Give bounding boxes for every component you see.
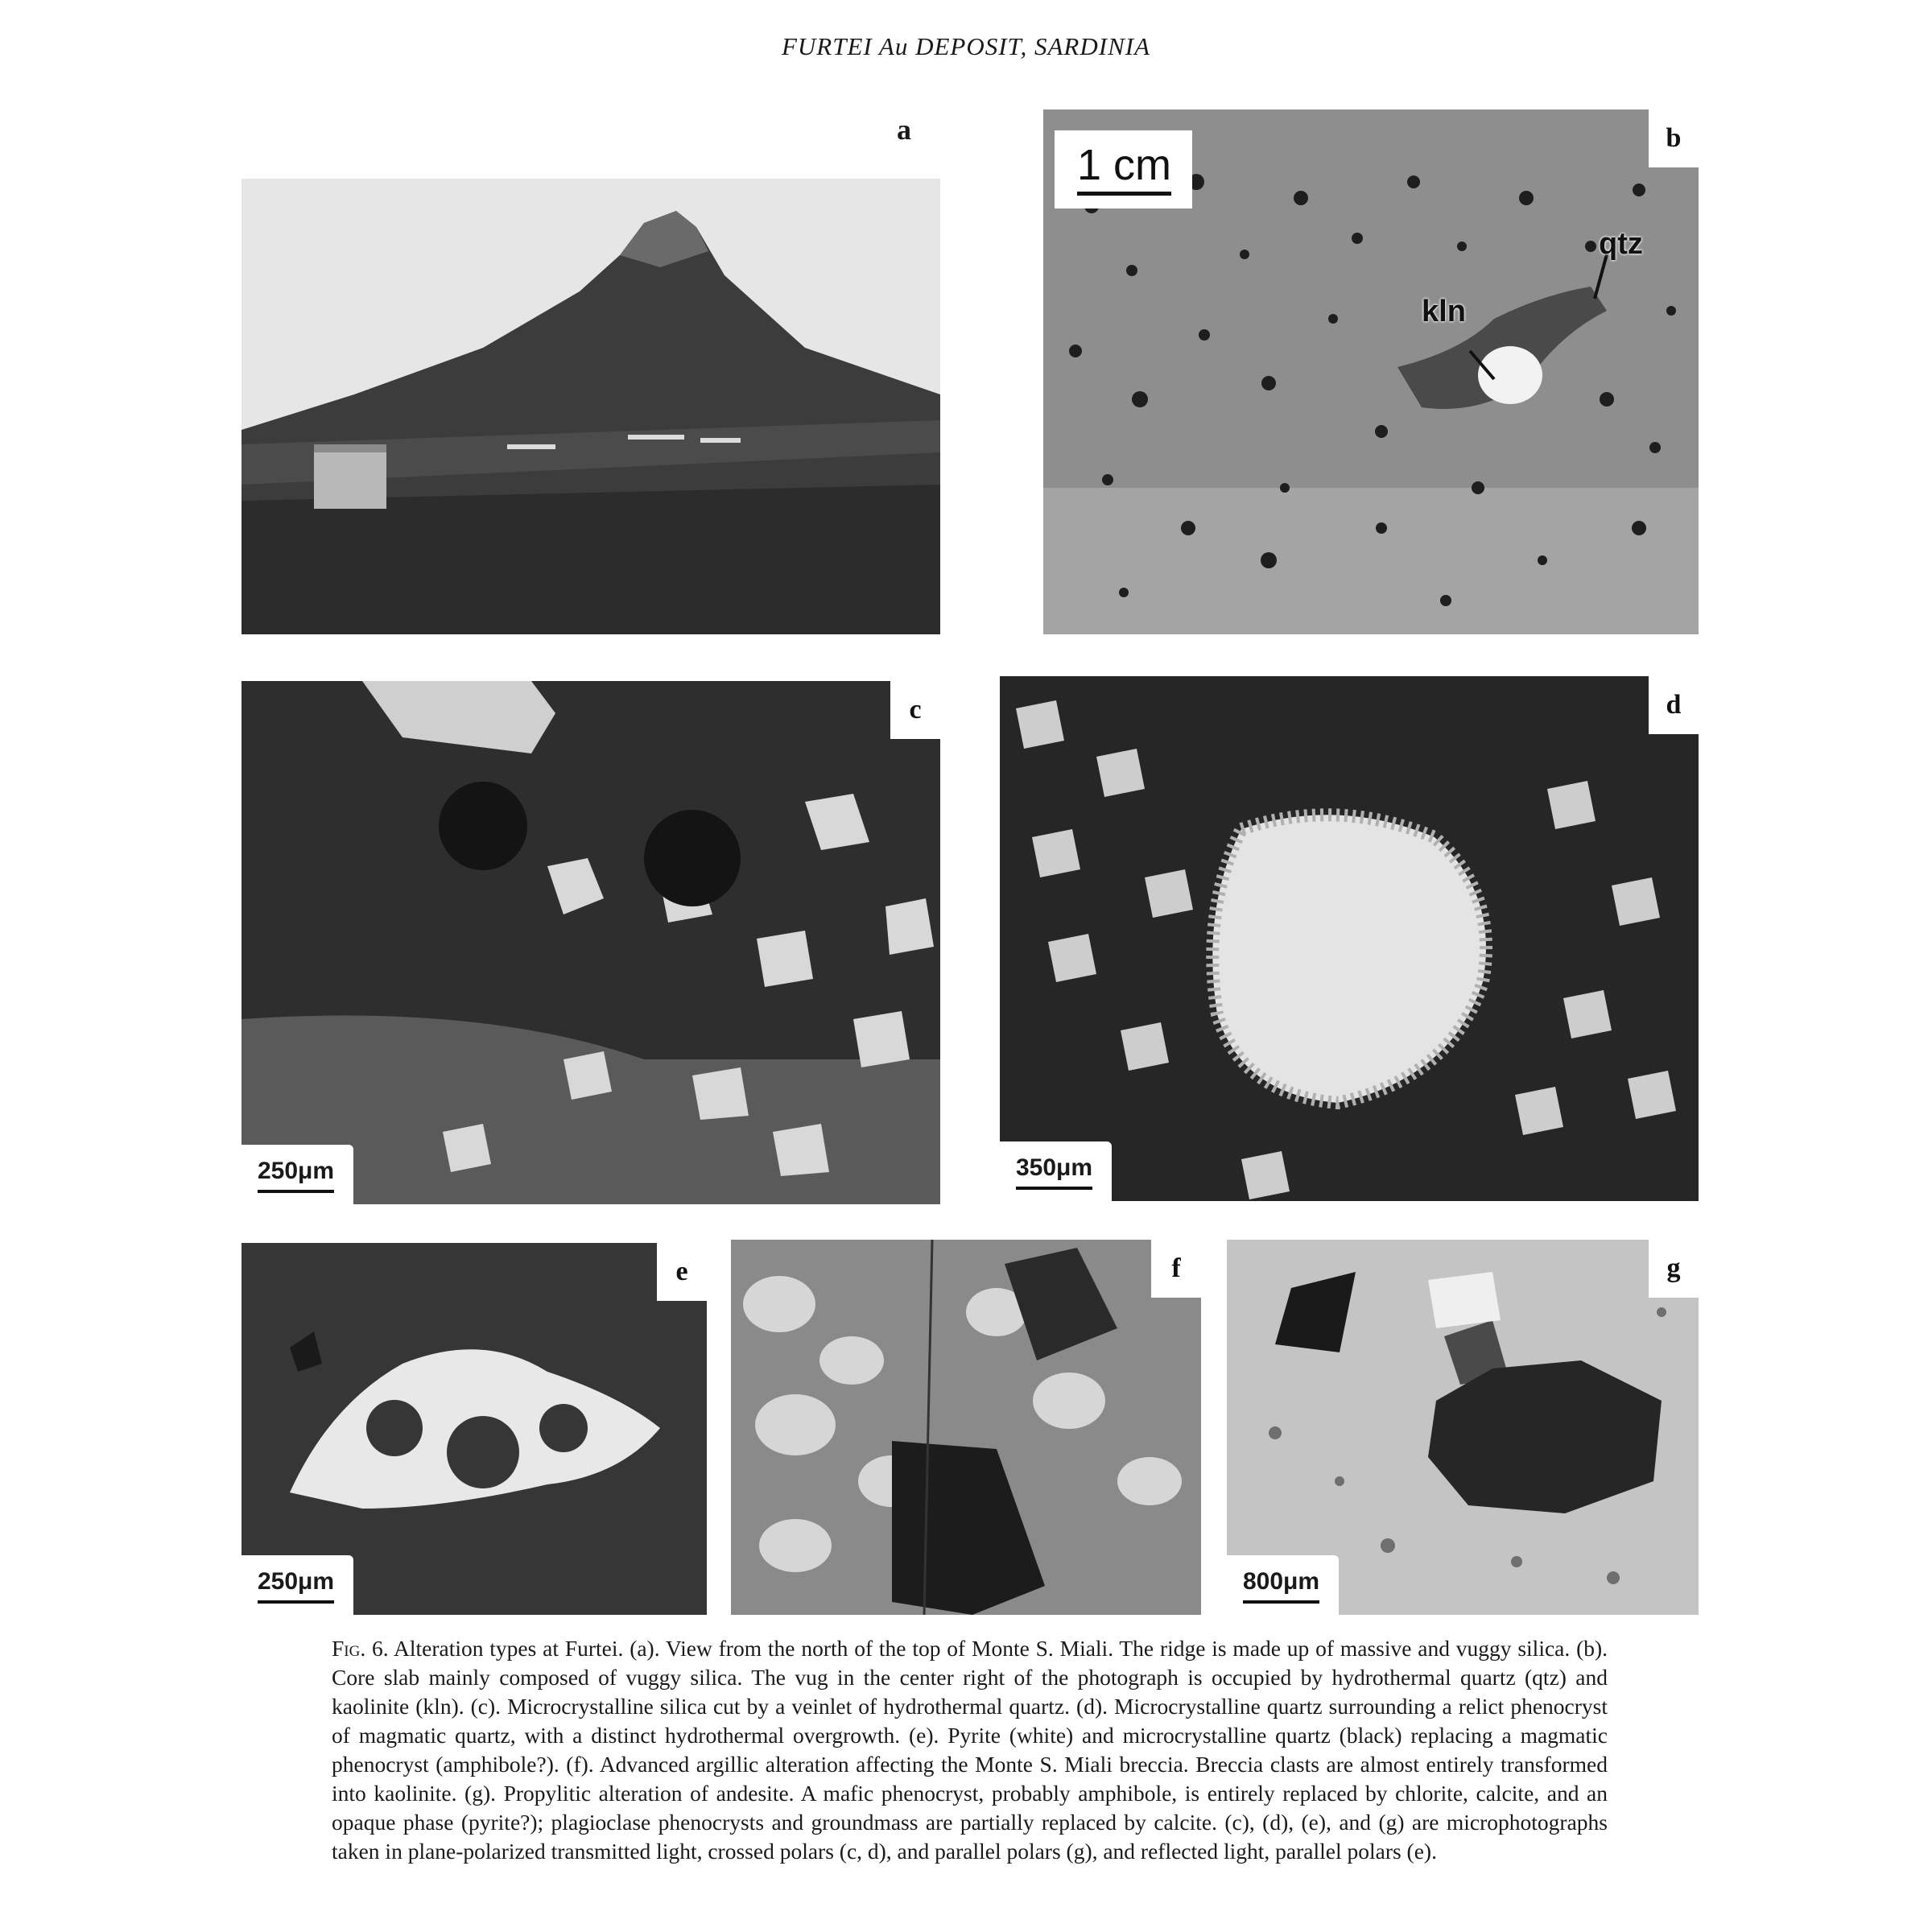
panel-b-letter: b — [1649, 109, 1699, 167]
panel-d-photo — [1000, 676, 1699, 1201]
panel-g-photo — [1227, 1240, 1699, 1615]
panel-d-scale-bar: 350μm — [1000, 1141, 1112, 1201]
running-head: FURTEI Au DEPOSIT, SARDINIA — [781, 32, 1151, 60]
caption-text: Alteration types at Furtei. (a). View from the north of the top of Monte S. Miali. The ridge is made up of massive and vuggy silica. (b). Core slab mainly composed of vuggy silica. The vug in the center right of the photograph is occupied by hydrothermal quartz (qtz) and kaolinite (kln). (c). Microcrystalline silica cut by a veinlet of hydrothermal quartz. (d). Microcrystalline quartz surrounding a relict phenocryst of magmatic quartz, with a distinct hydrothermal overgrowth. (e). Pyrite (white) and microcrystalline quartz (black) replacing a magmatic phenocryst (amphibole?). (f). Advanced argillic alteration affecting the Monte S. Miali breccia. Breccia clasts are almost entirely transformed into kaolinite. (g). Propylitic alteration of andesite. A mafic phenocryst, probably amphibole, is entirely replaced by chlorite, calcite, and an opaque phase (pyrite?); plagioclase phenocrysts and groundmass are partially replaced by calcite. (c), (d), (e), and (g) are microphotographs taken in plane-polarized transmitted light, crossed polars (c, d), and parallel polars (g), and reflected light, parallel polars (e). — [332, 1636, 1608, 1864]
panel-a-photo — [242, 179, 940, 634]
panel-d-letter: d — [1649, 676, 1699, 734]
panel-g-scale-bar: 800μm — [1227, 1555, 1339, 1615]
panel-e-letter: e — [657, 1243, 707, 1301]
figure-label: Fig. 6. — [332, 1636, 389, 1661]
label-qtz: qtz — [1599, 227, 1643, 261]
panel-c-photo — [242, 681, 940, 1204]
panel-c-letter: c — [890, 681, 940, 739]
panel-f-photo — [731, 1240, 1201, 1615]
label-kln: kln — [1422, 295, 1466, 328]
panel-e-scale-bar: 250μm — [242, 1555, 353, 1615]
panel-a-letter: a — [897, 114, 911, 146]
panel-b-scale-bar: 1 cm — [1055, 130, 1192, 208]
panel-f-letter: f — [1151, 1240, 1201, 1298]
panel-b-photo — [1043, 109, 1699, 634]
panel-e-photo — [242, 1243, 707, 1615]
panel-g-letter: g — [1649, 1240, 1699, 1298]
figure-caption — [332, 1634, 1608, 1866]
panel-c-scale-bar: 250μm — [242, 1145, 353, 1204]
